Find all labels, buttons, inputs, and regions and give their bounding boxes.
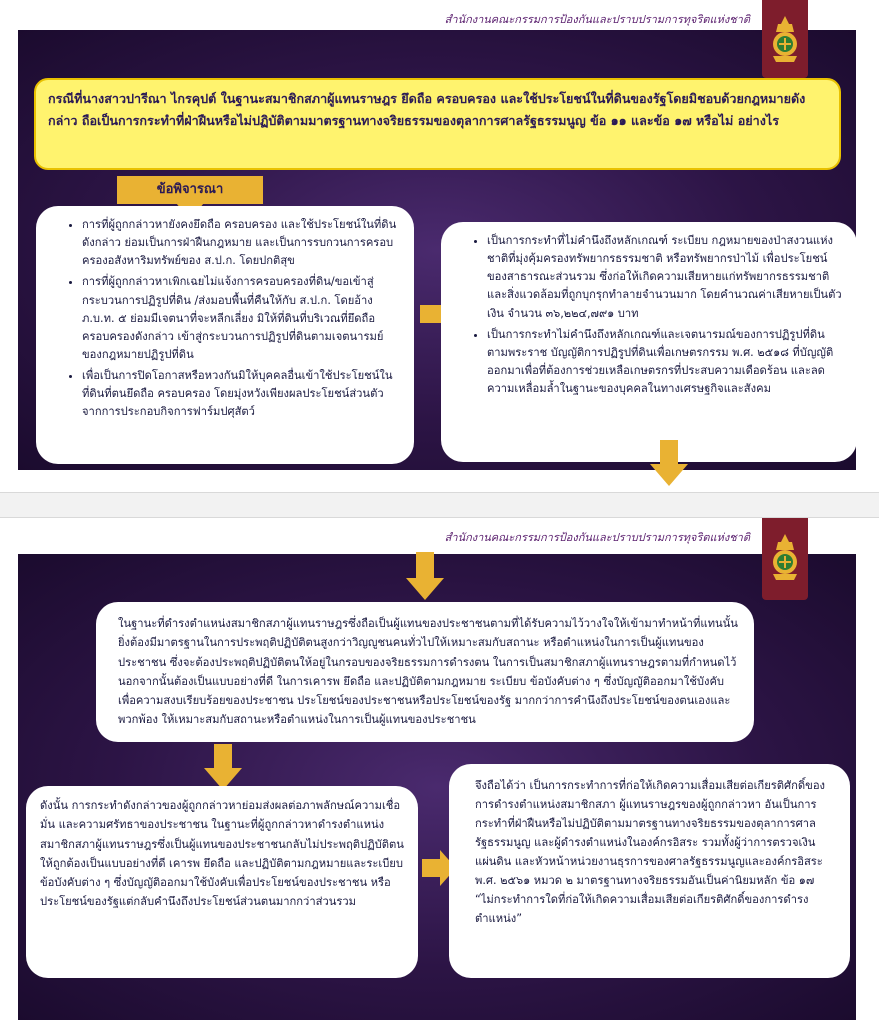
summary-card: ในฐานะที่ดำรงตำแหน่งสมาชิกสภาผู้แทนราษฎรซึ่งถือเป็นผู้แทนของประชาชนตามที่ได้รับความไว้วางใจให้เข้ามาทำหน้าที่แทนนั้น ยิ่งต้องมีมาตรฐานในการประพฤติปฏิบัติตนสูงกว่าวิญญูชนคนทั่วไปให้เหมาะสมกับสถานะ หรือตำแหน่งในการเป็นผู้แทนของประชาชน ซึ่งจะต้องประพฤติปฏิบัติตนให้อยู่ในกรอบของจริยธรรมการดำรงตน ในการเป็นสมาชิกสภาผู้แทนราษฎรตามที่กำหนดไว้นอกจากนั้นต้องเป็นแบบอย่างที่ดี ในการเคารพ ยึดถือ และปฏิบัติตามกฎหมาย ระเบียบ ข้อบังคับต่าง ๆ ซึ่งบัญญัติออกมาใช้บังคับเพื่อความสงบเรียบร้อยของประชาชน ประโยชน์ของประชาชนหรือประโยชน์ของรัฐ มากกว่าการคำนึงถึงประโยชน์ของตนเองและพวกพ้อง ให้เหมาะสมกับสถานะหรือตำแหน่งในการเป็นผู้แทนของประชาชน: [96, 602, 754, 742]
list-item: • เพื่อเป็นการปิดโอกาสหรือหวงกันมิให้บุคคลอื่นเข้าใช้ประโยชน์ในที่ดินที่ตนยึดถือ ครอบครอง โดยมุ่งหวังเพียงผลประโยชน์ส่วนตัวจากการประกอบกิจการฟาร์มปศุสัตว์: [82, 367, 400, 421]
slide-separator: [0, 492, 879, 518]
slide-1: [0, 0, 879, 492]
list-item: • การที่ผู้ถูกกล่าวหายังคงยึดถือ ครอบครอง และใช้ประโยชน์ในที่ดินดังกล่าว ย่อมเป็นการฝ่าฝืนกฎหมาย และเป็นการรบกวนการครอบครองอสังหาริมทรัพย์ของ ส.ป.ก. โดยปกติสุข: [82, 216, 400, 270]
consideration-card-left: [36, 206, 414, 464]
consider-label: ข้อพิจารณา: [117, 176, 263, 204]
consideration-list-right: [467, 232, 843, 398]
consideration-card-right: [441, 222, 857, 462]
conclusion-card-left: ดังนั้น การกระทำดังกล่าวของผู้ถูกกล่าวหาย่อมส่งผลต่อภาพลักษณ์ความเชื่อมั่น และความศรัทธาของประชาชน ในฐานะที่ผู้ถูกกล่าวหาดำรงตำแหน่งสมาชิกสภาผู้แทนราษฎรซึ่งเป็นผู้แทนของประชาชนกลับไม่ประพฤติปฏิบัติตนให้ถูกต้องเป็นแบบอย่างที่ดี เคารพ ยึดถือ และปฏิบัติตามกฎหมายและระเบียบข้อบังคับต่าง ๆ ซึ่งบัญญัติออกมาใช้บังคับเพื่อประโยชน์ของประชาชน หรือประโยชน์ของรัฐแต่กลับคำนึงถึงประโยชน์ส่วนตนมากกว่าส่วนรวม: [26, 786, 418, 978]
arrow-down-icon: [204, 744, 242, 790]
list-item: • การที่ผู้ถูกกล่าวหาเพิกเฉยไม่แจ้งการครอบครองที่ดิน/ขอเข้าสู่กระบวนการปฏิรูปที่ดิน /ส่งมอบพื้นที่คืนให้กับ ส.ป.ก. โดยอ้าง ภ.บ.ท. ๕ ย่อมมีเจตนาที่จะหลีกเลี่ยง มิให้ที่ดินที่บริเวณที่ยึดถือครอบครองดังกล่าว เข้าสู่กระบวนการปฏิรูปที่ดินตามเจตนารมย์ของกฎหมายปฏิรูปที่ดิน: [82, 273, 400, 364]
org-name: สำนักงานคณะกรรมการป้องกันและปราบปรามการทุจริตแห่งชาติ: [444, 531, 750, 544]
question-box: กรณีที่นางสาวปารีณา ไกรคุปต์ ในฐานะสมาชิกสภาผู้แทนราษฎร ยึดถือ ครอบครอง และใช้ประโยชน์ในที่ดินของรัฐโดยมิชอบด้วยกฎหมายดังกล่าว ถือเป็นการกระทำที่ฝ่าฝืนหรือไม่ปฏิบัติตามมาตรฐานทางจริยธรรมของตุลาการศาลรัฐธรรมนูญ ข้อ ๑๑ และข้อ ๑๗ หรือไม่ อย่างไร: [34, 78, 841, 170]
emblem-banner: [762, 0, 808, 78]
nacc-emblem-icon: [768, 14, 802, 64]
arrow-down-icon: [650, 440, 688, 486]
nacc-emblem-icon: [768, 532, 802, 582]
list-item: • เป็นการกระทำที่ไม่คำนึงถึงหลักเกณฑ์ ระเบียบ กฎหมายของป่าสงวนแห่งชาติที่มุ่งคุ้มครองทรัพยากรธรรมชาติ หรือทรัพยากรป่าไม้ เพื่อประโยชน์ของสาธารณะส่วนรวม ซึ่งก่อให้เกิดความเสียหายแก่ทรัพยากรธรรมชาติและสิ่งแวดล้อมที่ถูกบุกรุกทำลายจำนวนมาก โดยคำนวณค่าเสียหายเป็นตัวเงิน จำนวน ๓๖,๒๒๔,๗๙๑ บาท: [487, 232, 843, 323]
emblem-banner: [762, 518, 808, 600]
org-name: สำนักงานคณะกรรมการป้องกันและปราบปรามการทุจริตแห่งชาติ: [444, 13, 750, 26]
list-item: • เป็นการกระทำไม่คำนึงถึงหลักเกณฑ์และเจตนารมณ์ของการปฏิรูปที่ดิน ตามพระราช บัญญัติการปฏิรูปที่ดินเพื่อเกษตรกรรม พ.ศ. ๒๕๑๘ ที่บัญญัติออกมาเพื่อที่ต้องการช่วยเหลือเกษตรกรที่ประสบความเดือดร้อน และลดความเหลื่อมล้ำในฐานะของบุคคลในทางเศรษฐกิจและสังคม: [487, 326, 843, 399]
arrow-down-icon: [406, 552, 444, 600]
conclusion-card-right: จึงถือได้ว่า เป็นการกระทำการที่ก่อให้เกิดความเสื่อมเสียต่อเกียรติศักดิ์ของการดำรงตำแหน่งสมาชิกสภา ผู้แทนราษฎรของผู้ถูกกล่าวหา อันเป็นการกระทำที่ฝ่าฝืนหรือไม่ปฏิบัติตามมาตรฐานทางจริยธรรมของตุลาการศาลรัฐธรรมนูญ และผู้ดำรงตำแหน่งในองค์กรอิสระ รวมทั้งผู้ว่าการตรวจเงินแผ่นดิน และหัวหน้าหน่วยงานธุรการของศาลรัฐธรรมนูญและองค์กรอิสระ พ.ศ. ๒๕๖๑ หมวด ๒ มาตรฐานทางจริยธรรมอันเป็นค่านิยมหลัก ข้อ ๑๗ “ไม่กระทำการใดที่ก่อให้เกิดความเสื่อมเสียต่อเกียรติศักดิ์ของการดำรงตำแหน่ง”: [449, 764, 850, 978]
consideration-list-left: [62, 216, 400, 422]
